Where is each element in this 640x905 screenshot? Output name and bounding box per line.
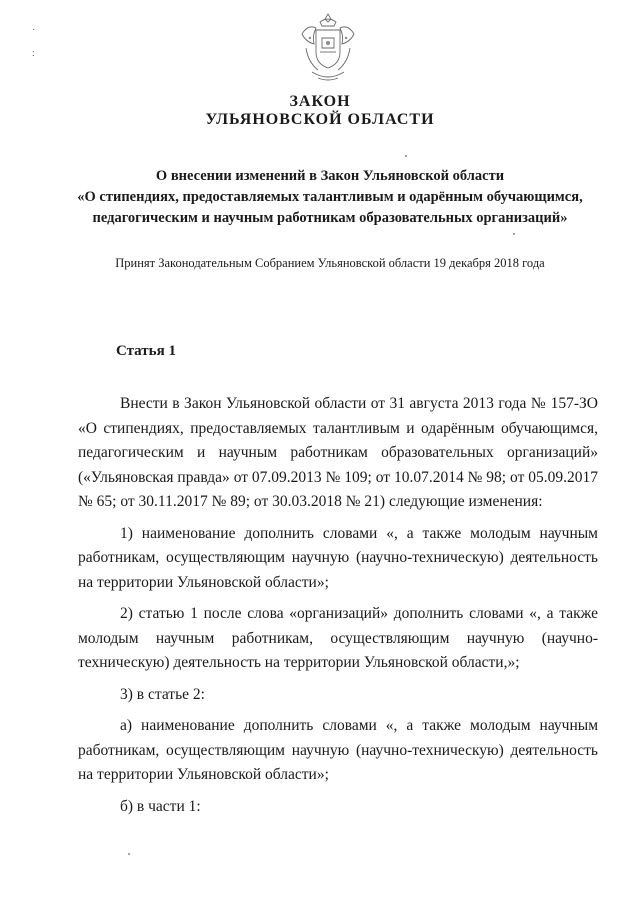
coat-of-arms-emblem bbox=[298, 12, 358, 84]
subject-line-1: О внесении изменений в Закон Ульяновской области bbox=[155, 168, 505, 184]
scan-speck bbox=[405, 155, 407, 157]
article-paragraph: Внести в Закон Ульяновской области от 31 августа 2013 года № 157-ЗО «О стипендиях, предоставляемых талантливым и одарённым обучающимся, педагогическим и научным работникам образовательных организаций» («Ульяновская правда» от 07.09.2013 № 109; от 10.07.2014 № 98; от 05.09.2017 № 65; от 30.11.2017 № 89; от 30.03.2018 № 21) следующие изменения: bbox=[78, 395, 598, 510]
article-heading: Статья 1 bbox=[116, 343, 176, 359]
article-paragraph: б) в части 1: bbox=[120, 797, 201, 815]
article-paragraph: 3) в статье 2: bbox=[120, 685, 205, 703]
adoption-note: Принят Законодательным Собранием Ульяновской области 19 декабря 2018 года bbox=[115, 256, 545, 270]
article-paragraph: 1) наименование дополнить словами «, а также молодым научным работникам, осуществляющим научную (научно-техническую) деятельность на территории Ульяновской области»; bbox=[78, 524, 598, 591]
subject-line-3: педагогическим и научным работникам образовательных организаций» bbox=[92, 210, 568, 226]
subject-line-2: «О стипендиях, предоставляемых талантливым и одарённым обучающимся, bbox=[77, 189, 583, 205]
scan-speck bbox=[513, 233, 515, 235]
margin-mark: : bbox=[32, 48, 35, 59]
margin-mark: ˙ bbox=[32, 28, 36, 39]
article-body bbox=[78, 392, 598, 826]
law-subject bbox=[60, 166, 600, 229]
article-paragraph: а) наименование дополнить словами «, а также молодым научным работникам, осуществляющим научную (научно-техническую) деятельность на территории Ульяновской области»; bbox=[78, 717, 598, 783]
scan-speck bbox=[128, 853, 130, 855]
article-paragraph: 2) статью 1 после слова «организаций» дополнить словами «, а также молодым научным работникам, осуществляющим научную (научно-техническую) деятельность на территории Ульяновской области,»; bbox=[78, 605, 598, 671]
law-title-line-2: УЛЬЯНОВСКОЙ ОБЛАСТИ bbox=[205, 111, 435, 128]
law-title-line-1: ЗАКОН bbox=[289, 93, 351, 110]
